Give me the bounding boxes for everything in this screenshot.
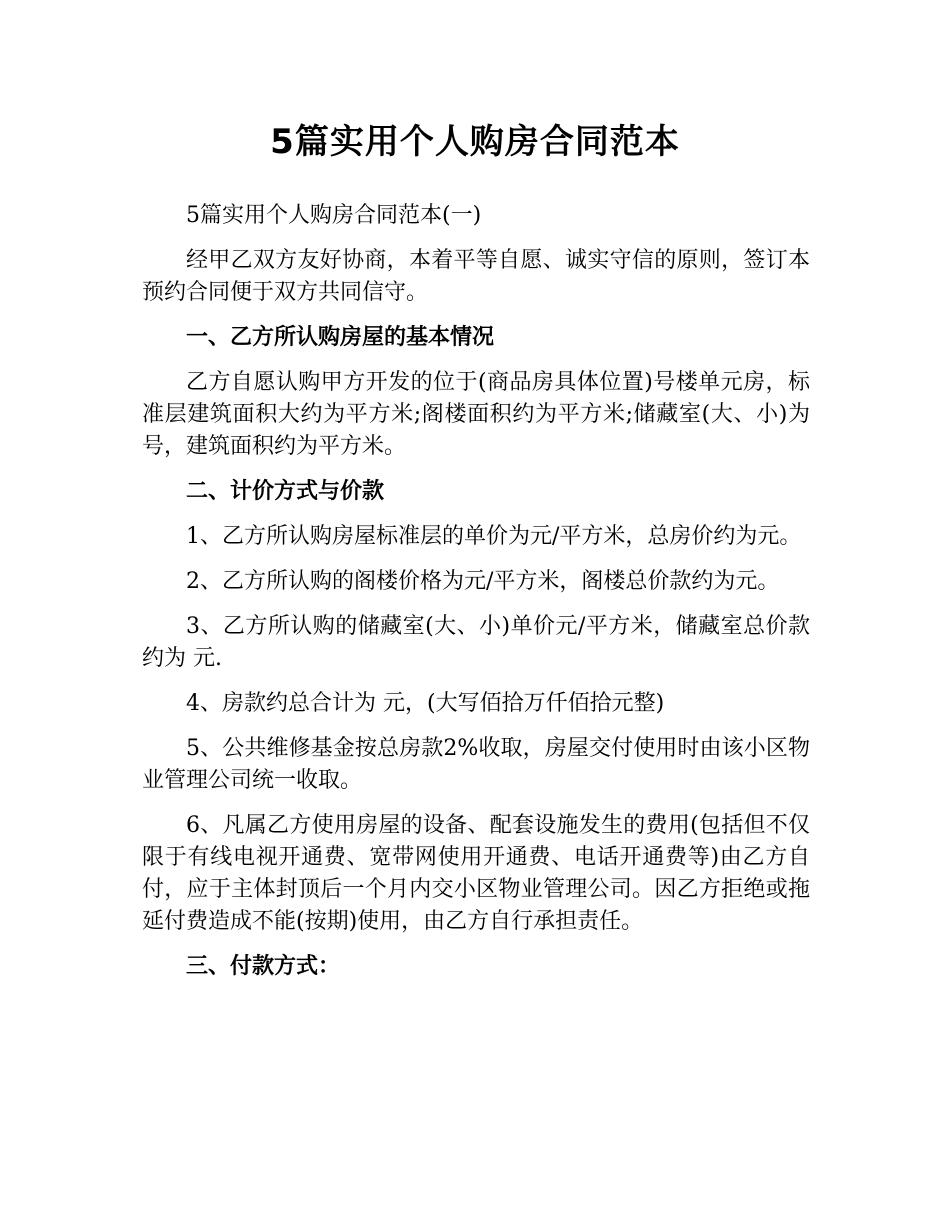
document-body	[142, 200, 810, 996]
paragraph-price-6: 6、凡属乙方使用房屋的设备、配套设施发生的费用(包括但不仅限于有线电视开通费、宽带网使用开通费、电话开通费等)由乙方自付，应于主体封顶后一个月内交小区物业管理公司。因乙方拒绝或拖延付费造成不能(按期)使用，由乙方自行承担责任。	[142, 813, 810, 934]
paragraph-price-2: 2、乙方所认购的阁楼价格为元/平方米，阁楼总价款约为元。	[186, 569, 780, 594]
paragraph-price-4: 4、房款约总合计为 元，(大写佰拾万仟佰拾元整)	[186, 691, 665, 716]
paragraph-price-3: 3、乙方所认购的储藏室(大、小)单价元/平方米，储藏室总价款约为 元.	[142, 614, 810, 671]
paragraph-price-1: 1、乙方所认购房屋标准层的单价为元/平方米，总房价约为元。	[186, 524, 802, 549]
document-title: 5篇实用个人购房合同范本	[270, 122, 680, 162]
paragraph-intro: 经甲乙双方友好协商，本着平等自愿、诚实守信的原则，签订本预约合同便于双方共同信守。	[142, 248, 810, 305]
section-heading-1: 一、乙方所认购房屋的基本情况	[186, 325, 495, 350]
paragraph-house-info: 乙方自愿认购甲方开发的位于(商品房具体位置)号楼单元房，标准层建筑面积大约为平方米;阁楼面积约为平方米;储藏室(大、小)为号，建筑面积约为平方米。	[142, 370, 810, 459]
paragraph-subtitle: 5篇实用个人购房合同范本(一)	[186, 203, 482, 228]
section-heading-3: 三、付款方式：	[186, 954, 341, 979]
paragraph-price-5: 5、公共维修基金按总房款2%收取，房屋交付使用时由该小区物业管理公司统一收取。	[142, 736, 810, 793]
section-heading-2: 二、计价方式与价款	[186, 479, 385, 504]
